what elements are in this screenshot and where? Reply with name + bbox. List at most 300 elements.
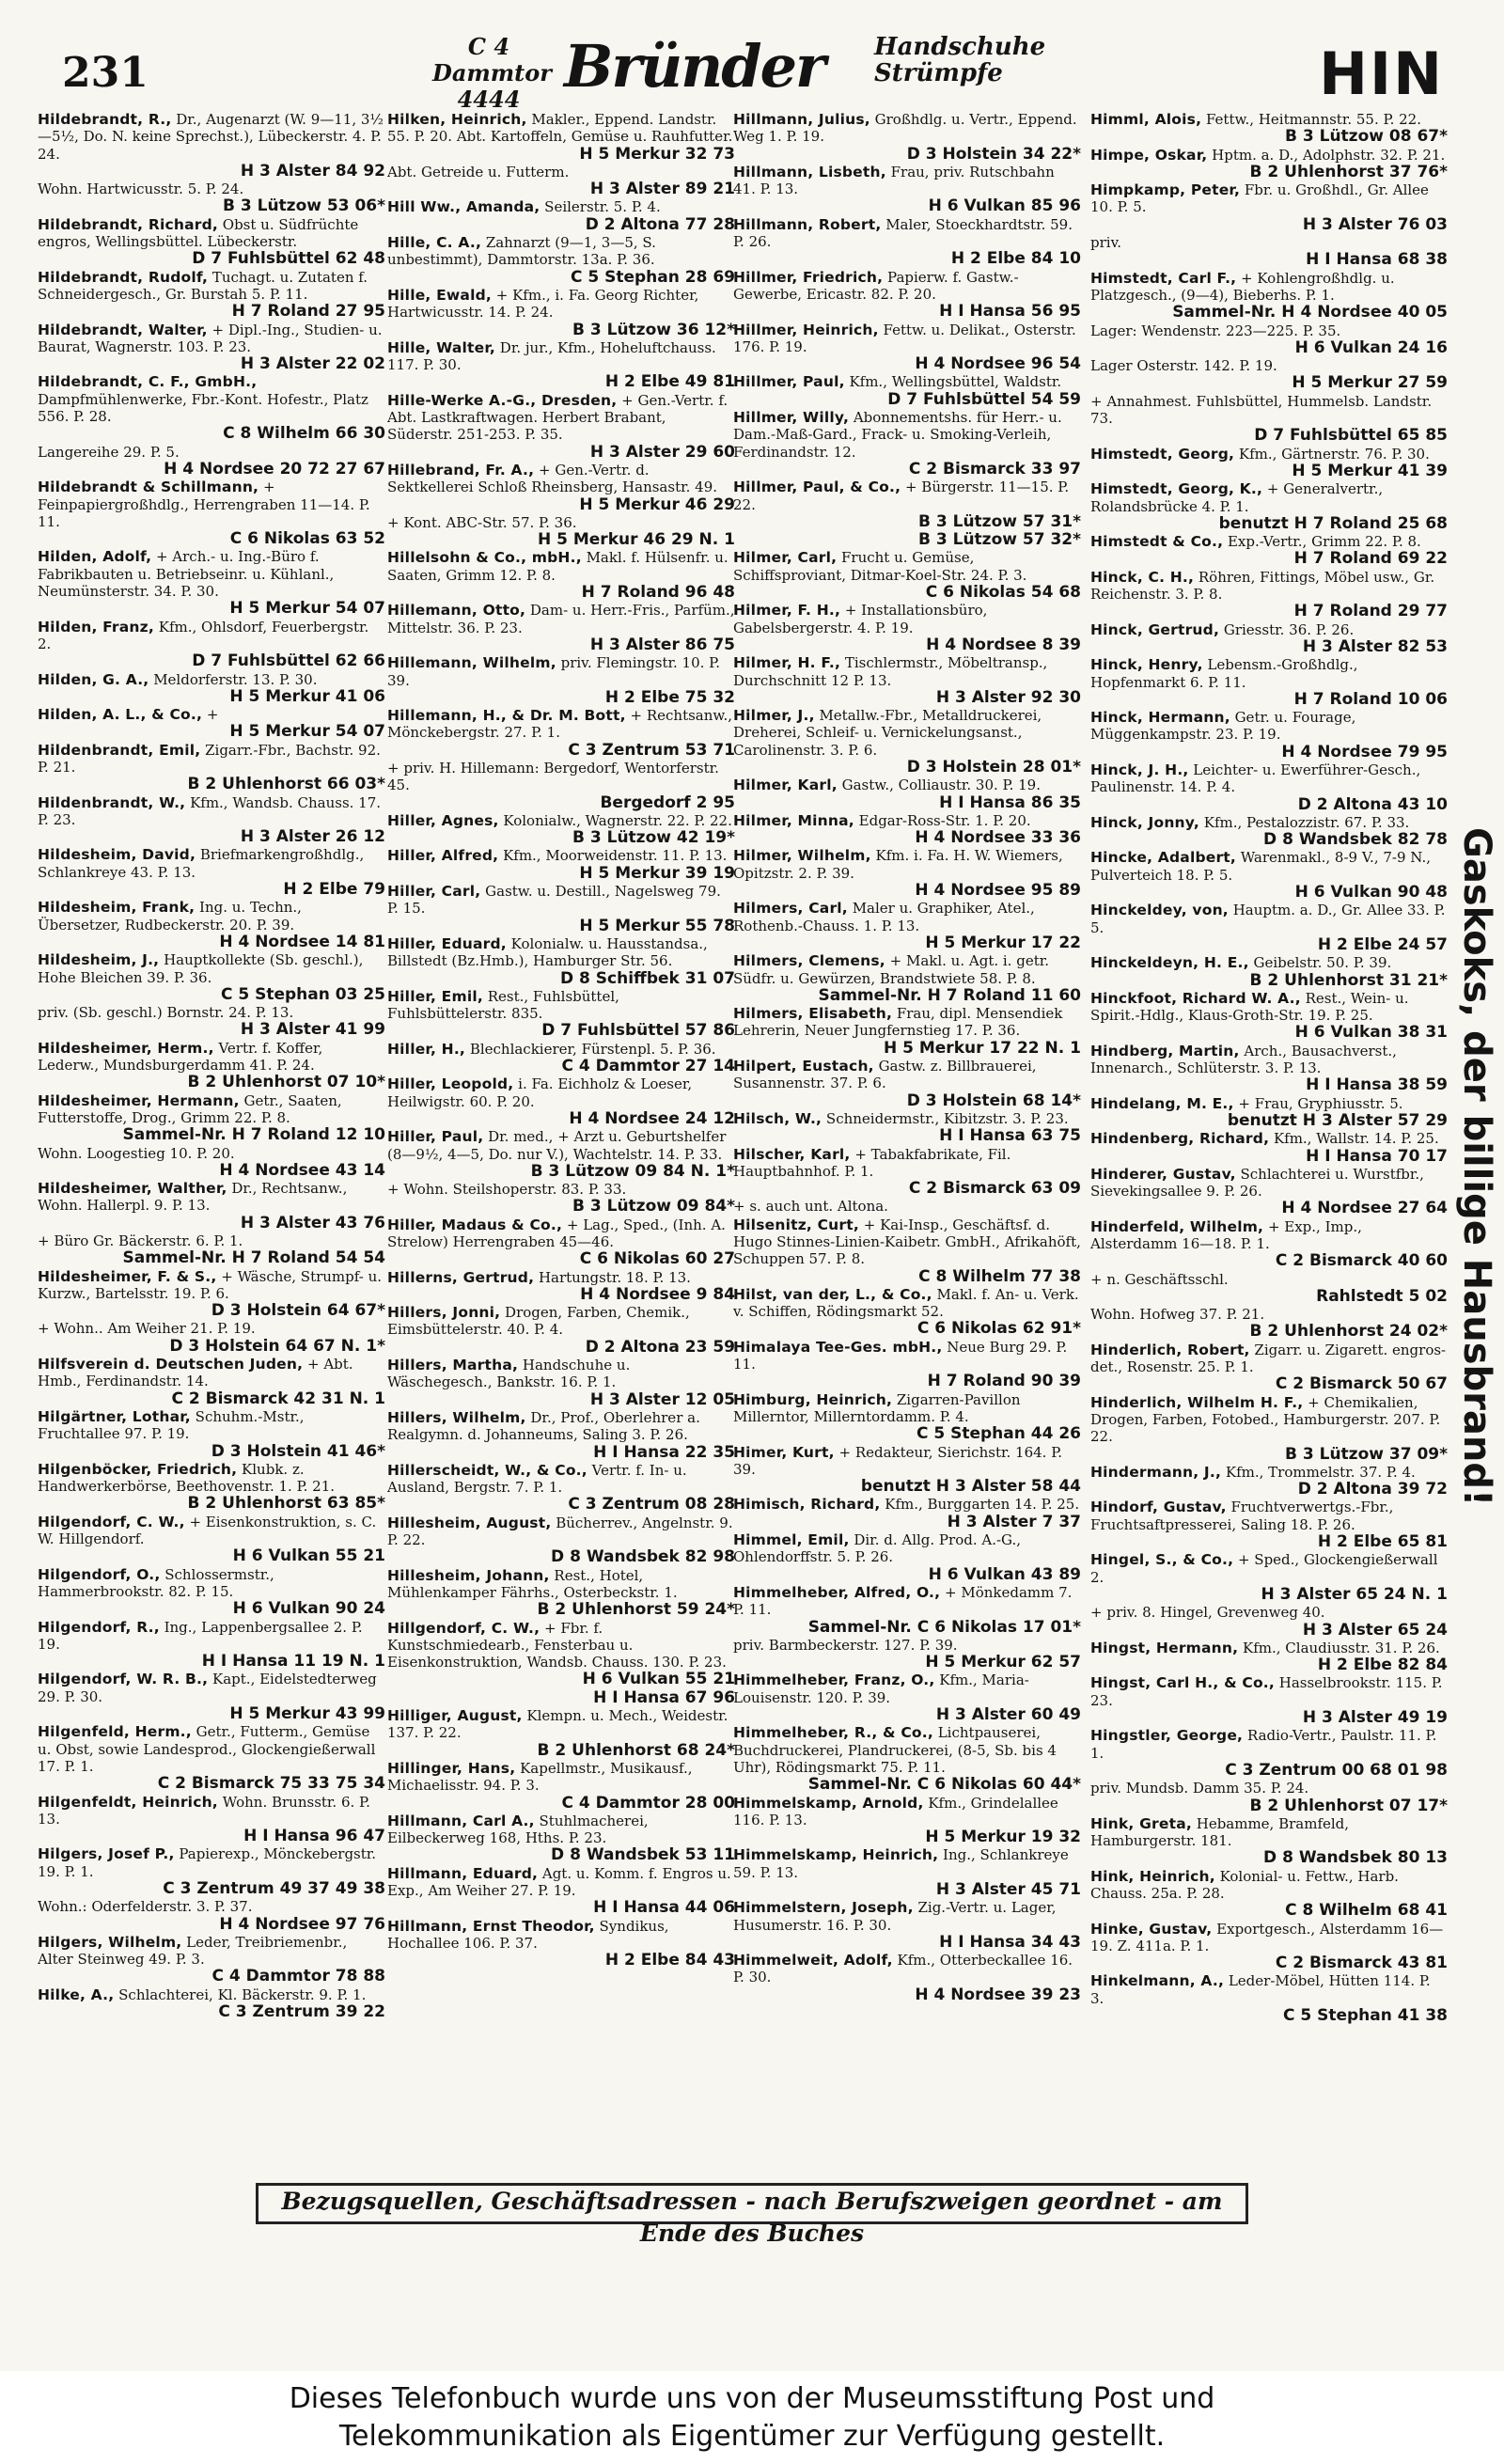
- entry-name: Hilgendorf, W. R. B.,: [38, 1671, 209, 1688]
- entry-phone: Rahlstedt 5 02: [1316, 1286, 1448, 1306]
- directory-entry: [733, 1146, 1081, 1198]
- entry-details: Getr. u. Fourage, Müggenkampstr. 23. P. 19.: [1090, 709, 1356, 744]
- directory-entry: [1090, 814, 1448, 849]
- directory-entry: [1090, 1166, 1448, 1217]
- directory-entry: [733, 479, 1081, 530]
- entry-details: Dampfmühlenwerke, Fbr.-Kont. Hofestr., Platz 556. P. 28.: [38, 390, 368, 426]
- entry-phone: H 2 Elbe 65 81: [1317, 1532, 1448, 1552]
- directory-entry: [387, 883, 735, 934]
- entry-name: Himisch, Richard,: [733, 1496, 881, 1514]
- entry-name: Hiller, Alfred,: [387, 847, 499, 865]
- entry-details: + Kfm., i. Fa. Georg Richter, Hartwicusstr. 14. P. 24.: [387, 286, 699, 322]
- directory-entry: [38, 1514, 385, 1565]
- entry-phone: H I Hansa 22 35: [593, 1442, 735, 1462]
- directory-entry: [387, 847, 735, 882]
- entry-phone: H I Hansa 67 96: [593, 1687, 735, 1707]
- directory-entry: [38, 1232, 385, 1267]
- entry-name: Hillesheim, August,: [387, 1514, 552, 1531]
- directory-entry: [1090, 1394, 1448, 1463]
- entry-phone: B 2 Uhlenhorst 37 76*: [1249, 162, 1448, 181]
- entry-name: Hillmer, Heinrich,: [733, 321, 879, 338]
- entry-name: Hillemann, H., & Dr. M. Bott,: [387, 707, 626, 725]
- directory-entry: [733, 111, 1081, 163]
- entry-name: Hilden, Franz,: [38, 618, 154, 636]
- entry-details: priv.: [1090, 234, 1122, 252]
- entry-phone: H 3 Alster 65 24: [1302, 1620, 1448, 1640]
- directory-entry: [387, 988, 735, 1040]
- entry-details: Frucht u. Gemüse, Schiffsproviant, Ditmar-Koel-Str. 24. P. 3.: [733, 549, 1027, 584]
- entry-details: + Eisenkonstruktion, s. C. W. Hillgendorf.: [38, 1513, 377, 1548]
- directory-entry: [387, 1128, 735, 1180]
- entry-phone: benutzt H 7 Roland 25 68: [1218, 513, 1448, 533]
- entry-phone: B 3 Lützow 09 84*: [572, 1197, 735, 1216]
- entry-details: + Makl. u. Agt. i. getr. Südfr. u. Gewürzen, Brandstwiete 58. P. 8.: [733, 952, 1050, 987]
- entry-details: Rest., Fuhlsbüttel, Fuhlsbüttelerstr. 835.: [387, 987, 619, 1023]
- entry-phone: D 2 Altona 39 72: [1297, 1480, 1448, 1499]
- entry-phone: D 8 Schiffbek 31 07: [560, 968, 735, 988]
- entry-phone: Bergedorf 2 95: [600, 793, 735, 812]
- entry-details: priv. (Sb. geschl.) Bornstr. 24. P. 13.: [38, 1004, 294, 1022]
- directory-entry: [387, 1865, 735, 1917]
- entry-details: Kfm., Trommelstr. 37. P. 4.: [1225, 1463, 1416, 1481]
- entry-details: Wohn. Hofweg 37. P. 21.: [1090, 1306, 1265, 1324]
- entry-name: Hinkelmann, A.,: [1090, 1972, 1225, 1990]
- entry-details: Lichtpauserei, Buchdruckerei, Plandruckerei, (8-5, Sb. bis 4 Uhr), Rödingsmarkt 75. P. 11.: [733, 1724, 1057, 1776]
- entry-details: Leder-Möbel, Hütten 114. P. 3.: [1090, 1972, 1431, 2007]
- entry-name: Himstedt, Georg, K.,: [1090, 480, 1263, 498]
- entry-phone: D 3 Holstein 34 22*: [906, 144, 1081, 164]
- entry-phone: H 5 Merkur 17 22: [925, 933, 1081, 952]
- entry-phone: D 8 Wandsbek 82 78: [1263, 830, 1448, 850]
- entry-phone: H 5 Merkur 62 57: [925, 1653, 1081, 1672]
- directory-entry: [1090, 181, 1448, 233]
- entry-phone: H 3 Alster 26 12: [240, 827, 385, 847]
- entry-phone: B 2 Uhlenhorst 07 10*: [187, 1073, 385, 1092]
- entry-details: Vertr. f. Koffer, Lederw., Mundsburgerdamm 41. P. 24.: [38, 1039, 323, 1075]
- entry-details: Radio-Vertr., Paulstr. 11. P. 1.: [1090, 1727, 1437, 1762]
- entry-phone: H 2 Elbe 82 84: [1317, 1656, 1448, 1675]
- directory-entry: [38, 373, 385, 442]
- entry-name: Hillers, Jonni,: [387, 1304, 501, 1322]
- entry-phone: H 3 Alster 84 92: [240, 161, 385, 180]
- entry-name: Hinckeldey, von,: [1090, 902, 1229, 919]
- directory-entry: [387, 1304, 735, 1356]
- entry-phone: H 5 Merkur 27 59: [1292, 373, 1448, 393]
- directory-entry: [733, 654, 1081, 706]
- entry-name: Himalaya Tee-Ges. mbH.,: [733, 1338, 943, 1356]
- directory-entry: [733, 1795, 1081, 1846]
- entry-name: Hilmer, F. H.,: [733, 602, 841, 620]
- entry-details: Hauptkollekte (Sb. geschl.), Hohe Bleichen 39. P. 36.: [38, 951, 364, 986]
- entry-details: Langereihe 29. P. 5.: [38, 443, 180, 461]
- entry-details: Kfm., Pestalozzistr. 67. P. 33.: [1203, 813, 1410, 831]
- entry-phone: H 6 Vulkan 90 48: [1294, 883, 1448, 902]
- entry-details: + Kai-Insp., Geschäftsf. d. Hugo Stinnes-Linien-Kaibetr. GmbH., Afrikahöft, Schuppen 57. P. 8.: [733, 1216, 1081, 1268]
- directory-entry: [733, 1444, 1081, 1496]
- entry-phone: H I Hansa 86 35: [939, 793, 1081, 812]
- entry-name: Hilden, A. L., & Co.,: [38, 706, 203, 724]
- entry-phone: H 3 Alster 60 49: [935, 1705, 1081, 1725]
- directory-entry: [38, 1092, 385, 1144]
- entry-name: Hilgers, Wilhelm,: [38, 1933, 182, 1951]
- entry-details: Zigarr.-Fbr., Bachstr. 92. P. 21.: [38, 741, 381, 776]
- directory-entry: [1090, 393, 1448, 445]
- entry-details: Kolonial- u. Fettw., Harb. Chauss. 25a. P. 28.: [1090, 1867, 1399, 1902]
- entry-name: Hindermann, J.,: [1090, 1463, 1222, 1481]
- entry-phone: H 2 Elbe 84 10: [950, 249, 1081, 269]
- entry-phone: H 2 Elbe 24 57: [1317, 934, 1448, 954]
- directory-entry: [387, 1075, 735, 1127]
- directory-column-2: [387, 111, 735, 2146]
- entry-name: Himer, Kurt,: [733, 1443, 835, 1461]
- entry-phone: B 3 Lützow 08 67*: [1284, 127, 1448, 147]
- directory-entry: [38, 1180, 385, 1232]
- entry-phone: D 7 Fuhlsbüttel 54 59: [887, 389, 1081, 409]
- entry-details: Abonnementshs. für Herr.- u. Dam.-Maß-Gard., Frack- u. Smoking-Verleih, Ferdinandstr. 12.: [733, 409, 1062, 461]
- entry-details: Kapt., Eidelstedterweg 29. P. 30.: [38, 1671, 377, 1705]
- directory-entry: [1090, 902, 1448, 953]
- entry-details: Kfm., Wandsb. Chauss. 17. P. 23.: [38, 793, 382, 828]
- directory-entry: [38, 742, 385, 793]
- entry-details: + Rechtsanw., Mönckebergstr. 27. P. 1.: [387, 707, 732, 742]
- side-advertisement: [1449, 827, 1504, 1507]
- entry-phone: H 4 Nordsee 9 84: [580, 1284, 735, 1304]
- directory-column-4: [1090, 111, 1448, 2146]
- entry-details: Kapellmstr., Musikausf., Michaelisstr. 94. P. 3.: [387, 1759, 693, 1795]
- entry-details: Großhdlg. u. Vertr., Eppend. Weg 1. P. 19.: [733, 111, 1077, 146]
- directory-entry: [38, 1671, 385, 1722]
- entry-name: Hinke, Gustav,: [1090, 1920, 1213, 1938]
- entry-details: Klubk. z. Handwerkerbörse, Beethovenstr. 1. P. 21.: [38, 1460, 336, 1496]
- entry-details: + Bürgerstr. 11—15. P. 22.: [733, 479, 1070, 513]
- directory-entry: [1090, 357, 1448, 392]
- entry-phone: H 6 Vulkan 85 96: [928, 196, 1081, 216]
- entry-details: Edgar-Ross-Str. 1. P. 20.: [858, 811, 1031, 829]
- entry-details: Lager: Wendenstr. 223—225. P. 35.: [1090, 322, 1341, 339]
- entry-phone: H 5 Merkur 32 73: [579, 144, 735, 164]
- entry-details: Kfm. i. Fa. H. W. Wiemers, Opitzstr. 2. P. 39.: [733, 847, 1063, 882]
- entry-name: Hildesheimer, Hermann,: [38, 1091, 240, 1109]
- entry-phone: H 4 Nordsee 96 54: [915, 354, 1081, 374]
- entry-details: i. Fa. Eichholz & Loeser, Heilwigstr. 60. P. 20.: [387, 1075, 693, 1110]
- entry-details: Leichter- u. Ewerführer-Gesch., Paulinenstr. 14. P. 4.: [1090, 761, 1421, 796]
- entry-phone: H I Hansa 96 47: [243, 1827, 385, 1846]
- entry-details: Maler u. Graphiker, Atel., Rothenb.-Chauss. 1. P. 13.: [733, 900, 1035, 934]
- entry-phone: H 6 Vulkan 90 24: [232, 1599, 385, 1619]
- entry-name: Hiller, Madaus & Co.,: [387, 1216, 563, 1233]
- directory-entry: [1090, 1815, 1448, 1867]
- entry-details: Dir. d. Allg. Prod. A.-G., Ohlendorffstr. 5. P. 26.: [733, 1531, 1022, 1566]
- entry-phone: H I Hansa 70 17: [1306, 1146, 1448, 1166]
- directory-entry: [733, 1339, 1081, 1390]
- entry-details: Geibelstr. 50. P. 39.: [1253, 954, 1392, 972]
- entry-name: Hinck, C. H.,: [1090, 568, 1195, 586]
- directory-entry: [38, 794, 385, 846]
- entry-name: Hillelsohn & Co., mbH.,: [387, 549, 582, 567]
- entry-name: Himmelheber, Franz, O.,: [733, 1671, 935, 1689]
- entry-name: Hindorf, Gustav,: [1090, 1499, 1227, 1516]
- directory-entry: [733, 1637, 1081, 1671]
- entry-phone: B 2 Uhlenhorst 68 24*: [537, 1740, 735, 1760]
- entry-name: Hingstler, George,: [1090, 1727, 1244, 1745]
- entry-phone: C 8 Wilhelm 77 38: [918, 1266, 1081, 1286]
- entry-phone: C 5 Stephan 03 25: [220, 984, 385, 1004]
- entry-details: Dr. jur., Kfm., Hoheluftchauss. 117. P. 30.: [387, 338, 716, 374]
- directory-entry: [1090, 1972, 1448, 2024]
- directory-entry: [38, 1723, 385, 1792]
- directory-entry: [733, 373, 1081, 408]
- entry-phone: H I Hansa 63 75: [939, 1126, 1081, 1146]
- entry-phone: B 3 Lützow 09 84 N. 1*: [530, 1161, 735, 1181]
- directory-entry: [733, 1496, 1081, 1530]
- entry-phone: H 2 Elbe 79: [283, 880, 385, 900]
- entry-details: Meldorferstr. 13. P. 30.: [153, 670, 318, 688]
- entry-name: Hinck, Hermann,: [1090, 709, 1230, 727]
- directory-entry: [1090, 1306, 1448, 1341]
- entry-name: Hinderlich, Wilhelm H. F.,: [1090, 1393, 1304, 1411]
- entry-phone: H 2 Elbe 49 81: [604, 372, 735, 392]
- entry-phone: H 3 Alster 22 02: [240, 354, 385, 374]
- entry-phone: benutzt H 3 Alster 57 29: [1227, 1110, 1448, 1130]
- entry-phone: B 2 Uhlenhorst 66 03*: [187, 775, 385, 794]
- directory-entry: [1090, 1271, 1448, 1306]
- entry-phone: H I Hansa 56 95: [939, 302, 1081, 322]
- entry-name: Himpkamp, Peter,: [1090, 181, 1241, 199]
- entry-phone: H 7 Roland 29 77: [1293, 602, 1448, 621]
- entry-name: Hilken, Heinrich,: [387, 111, 527, 128]
- directory-entry: [1090, 1218, 1448, 1270]
- entry-name: Hilgendorf, R.,: [38, 1618, 160, 1636]
- entry-name: Hingel, S., & Co.,: [1090, 1551, 1234, 1569]
- entry-details: + Chemikalien, Drogen, Farben, Fotobed., Hamburgerstr. 207. P. 22.: [1090, 1393, 1441, 1446]
- entry-name: Hillgendorf, C. W.,: [387, 1619, 540, 1637]
- entry-name: Hildesheim, J.,: [38, 951, 160, 969]
- entry-details: Syndikus, Hochallee 106. P. 37.: [387, 1917, 669, 1952]
- ad-products-line1: Handschuhe: [874, 33, 1046, 61]
- entry-phone: H 4 Nordsee 39 23: [915, 1985, 1081, 2004]
- entry-phone: C 3 Zentrum 49 37 49 38: [163, 1878, 385, 1898]
- directory-column-3: [733, 111, 1081, 2146]
- entry-name: Hillesheim, Johann,: [387, 1566, 550, 1584]
- directory-entry: [1090, 621, 1448, 656]
- entry-name: Himpe, Oskar,: [1090, 146, 1208, 164]
- entry-phone: H 3 Alster 65 24 N. 1: [1261, 1584, 1448, 1604]
- entry-name: Himmelweit, Adolf,: [733, 1952, 893, 1970]
- entry-phone: H 3 Alster 76 03: [1302, 214, 1448, 234]
- entry-phone: C 4 Dammtor 27 14: [561, 1057, 735, 1076]
- entry-name: Hilgendorf, C. W.,: [38, 1513, 185, 1530]
- entry-phone: H 4 Nordsee 95 89: [915, 881, 1081, 901]
- entry-name: Hillerscheidt, W., & Co.,: [387, 1461, 588, 1479]
- directory-entry: [1090, 954, 1448, 989]
- entry-phone: B 2 Uhlenhorst 31 21*: [1249, 970, 1448, 990]
- directory-entry: [387, 287, 735, 338]
- entry-phone: C 2 Bismarck 40 60: [1275, 1251, 1448, 1271]
- entry-details: Metallw.-Fbr., Metalldruckerei, Dreherei, Schleif- u. Vernickelungsanst., Carolinenstr. 3. P. 6.: [733, 707, 1042, 759]
- entry-name: Himburg, Heinrich,: [733, 1390, 893, 1408]
- entry-details: Lebensm.-Großhdlg., Hopfenmarkt 6. P. 11.: [1090, 656, 1358, 691]
- entry-details: + Arch.- u. Ing.-Büro f. Fabrikbauten u. Betriebseinr. u. Kühlanl., Neumünsterstr. 34. P. 30.: [38, 548, 335, 601]
- directory-entry: [387, 1567, 735, 1619]
- entry-phone: H 3 Alster 7 37: [947, 1512, 1081, 1531]
- directory-entry: [387, 1760, 735, 1812]
- entry-name: Hilmer, Carl,: [733, 549, 838, 567]
- entry-name: Hillinger, Hans,: [387, 1759, 516, 1777]
- entry-name: Hillebrand, Fr. A.,: [387, 461, 535, 479]
- entry-phone: H 7 Roland 10 06: [1293, 689, 1448, 709]
- directory-entry: [1090, 147, 1448, 181]
- directory-entry: [733, 1216, 1081, 1285]
- entry-phone: H 3 Alster 12 05: [589, 1389, 735, 1409]
- directory-entry: [1090, 480, 1448, 532]
- entry-phone: C 6 Nikolas 54 68: [925, 583, 1081, 603]
- entry-phone: D 8 Wandsbek 53 11: [551, 1845, 735, 1865]
- entry-phone: benutzt H 3 Alster 58 44: [860, 1477, 1081, 1497]
- directory-entry: [38, 1408, 385, 1460]
- entry-name: Hillmann, Ernst Theodor,: [387, 1917, 595, 1935]
- directory-entry: [1090, 1674, 1448, 1726]
- entry-phone: C 3 Zentrum 00 68 01 98: [1225, 1760, 1448, 1780]
- directory-entry: [733, 1198, 1081, 1215]
- entry-phone: H 4 Nordsee 27 64: [1281, 1199, 1448, 1218]
- entry-name: Hinck, Henry,: [1090, 656, 1203, 674]
- entry-details: + Sped., Glockengießerwall 2.: [1090, 1551, 1438, 1586]
- directory-entry: [387, 1409, 735, 1461]
- museum-caption: [0, 2375, 1504, 2464]
- directory-entry: [387, 760, 735, 811]
- footer-note-text: Bezugsquellen, Geschäftsadressen - nach Berufszweigen geordnet - am Ende des Buches: [281, 2188, 1223, 2247]
- directory-entry: [733, 1391, 1081, 1443]
- entry-details: Dr., Prof., Oberlehrer a. Realgymn. d. Johanneums, Saling 3. P. 26.: [387, 1408, 700, 1444]
- entry-details: Hauptm. a. D., Gr. Allee 33. P. 5.: [1090, 902, 1446, 936]
- entry-details: Kfm., Moorweidenstr. 11. P. 13.: [503, 847, 728, 865]
- directory-entry: [38, 1619, 385, 1671]
- entry-name: Hildebrandt, R.,: [38, 111, 172, 128]
- entry-phone: H 5 Merkur 17 22 N. 1: [883, 1038, 1081, 1058]
- entry-details: Getr., Futterm., Gemüse u. Obst, sowie Landesprod., Glockengießerwall 17. P. 1.: [38, 1723, 376, 1775]
- entry-details: Arch., Bausachverst., Innenarch., Schlüterstr. 3. P. 13.: [1090, 1042, 1397, 1077]
- entry-name: Hink, Heinrich,: [1090, 1867, 1215, 1885]
- entry-phone: H 3 Alster 43 76: [240, 1213, 385, 1232]
- directory-entry: [387, 462, 735, 513]
- entry-phone: D 2 Altona 23 59: [585, 1337, 735, 1357]
- entry-name: Himmelskamp, Arnold,: [733, 1794, 924, 1812]
- entry-phone: H I Hansa 44 06: [593, 1898, 735, 1918]
- entry-details: + priv. 8. Hingel, Grevenweg 40.: [1090, 1604, 1325, 1622]
- entry-phone: H 3 Alster 89 21: [589, 180, 735, 199]
- entry-details: + Exp., Imp., Alsterdamm 16—18. P. 1.: [1090, 1217, 1362, 1252]
- entry-name: Hilgenfeldt, Heinrich,: [38, 1793, 218, 1811]
- entry-phone: C 4 Dammtor 28 00: [561, 1793, 735, 1813]
- entry-details: Obst u. Südfrüchte engros, Wellingsbüttel. Lübeckerstr.: [38, 215, 359, 251]
- entry-details: Dr. med., + Arzt u. Geburtshelfer (8—9½, 4—5, Do. nur V.), Wachtelstr. 14. P. 33.: [387, 1128, 727, 1163]
- directory-entry: [387, 1918, 735, 1970]
- directory-entry: [38, 846, 385, 898]
- directory-entry: [1090, 1780, 1448, 1814]
- directory-entry: [1090, 1551, 1448, 1603]
- entry-name: Hillers, Wilhelm,: [387, 1408, 526, 1426]
- directory-entry: [733, 409, 1081, 478]
- entry-details: Kfm., Ohlsdorf, Feuerbergstr. 2.: [38, 618, 369, 652]
- entry-phone: Sammel-Nr. C 6 Nikolas 60 44*: [807, 1775, 1081, 1795]
- entry-details: Frau, priv. Rutschbahn 41. P. 13.: [733, 163, 1055, 198]
- directory-entry: [38, 1898, 385, 1933]
- entry-name: Hindelang, M. E.,: [1090, 1094, 1234, 1112]
- entry-details: + Redakteur, Sierichstr. 164. P. 39.: [733, 1443, 1063, 1478]
- entry-phone: H 5 Merkur 55 78: [579, 916, 735, 935]
- entry-details: Seilerstr. 5. P. 4.: [544, 198, 661, 216]
- entry-details: + Annahmest. Fuhlsbüttel, Hummelsb. Landstr. 73.: [1090, 392, 1433, 428]
- directory-entry: [1090, 761, 1448, 813]
- directory-entry: [387, 111, 735, 163]
- entry-details: + Lag., Sped., (Inh. A. Strelow) Herrengraben 45—46.: [387, 1216, 726, 1250]
- entry-name: Hilgenfeld, Herm.,: [38, 1723, 192, 1741]
- entry-details: Ing. u. Techn., Übersetzer, Rudbeckerstr. 20. P. 39.: [38, 899, 302, 934]
- directory-entry: [733, 164, 1081, 215]
- entry-name: Hilliger, August,: [387, 1707, 523, 1725]
- entry-details: Rest., Wein- u. Spirit.-Hdlg., Klaus-Groth-Str. 19. P. 25.: [1090, 989, 1409, 1025]
- entry-details: Abt. Getreide u. Futterm.: [387, 163, 570, 180]
- directory-entry: [733, 952, 1081, 1004]
- entry-details: Agt. u. Komm. f. Engros u. Exp., Am Weiher 27. P. 19.: [387, 1864, 731, 1899]
- entry-details: Hebamme, Bramfeld, Hamburgerstr. 181.: [1090, 1814, 1350, 1850]
- caption-line-1: Dieses Telefonbuch wurde uns von der Museumsstiftung Post und: [289, 2382, 1215, 2415]
- entry-details: Vertr. f. In- u. Ausland, Bergstr. 7. P. 1.: [387, 1461, 687, 1497]
- entry-phone: D 8 Wandsbek 82 98: [551, 1547, 735, 1567]
- entry-details: Hartungstr. 18. P. 13.: [538, 1268, 691, 1286]
- entry-details: Fettw., Heitmannstr. 55. P. 22.: [1205, 111, 1421, 128]
- directory-entry: [38, 1845, 385, 1897]
- entry-details: Rest., Hotel, Mühlenkamper Fährhs., Osterbeckstr. 1.: [387, 1566, 678, 1601]
- entry-details: Makl. f. An- u. Verk. v. Schiffen, Rödingsmarkt 52.: [733, 1285, 1079, 1321]
- entry-name: Hiller, Agnes,: [387, 811, 499, 829]
- entry-phone: B 3 Lützow 42 19*: [572, 828, 735, 848]
- directory-entry: [387, 392, 735, 461]
- entry-phone: H 4 Nordsee 79 95: [1281, 742, 1448, 761]
- entry-name: Hill Ww., Amanda,: [387, 198, 540, 216]
- directory-entry: [733, 1724, 1081, 1793]
- entry-phone: H 5 Merkur 46 29 N. 1: [537, 530, 735, 550]
- entry-details: Wohn. Brunsstr. 6. P. 13.: [38, 1793, 370, 1828]
- entry-phone: H 2 Elbe 75 32: [604, 687, 735, 707]
- entry-phone: B 2 Uhlenhorst 59 24*: [537, 1600, 735, 1620]
- entry-name: Himml, Alois,: [1090, 111, 1202, 128]
- entry-details: + Wohn. Steilshoperstr. 83. P. 33.: [387, 1181, 627, 1199]
- entry-details: Schlachterei, Kl. Bäckerstr. 9. P. 1.: [118, 1985, 367, 2003]
- entry-details: +: [206, 706, 219, 724]
- page-header: [28, 21, 1476, 113]
- entry-details: Dr., Augenarzt (W. 9—11, 3½—5½, Do. N. keine Sprechst.), Lübeckerstr. 4. P. 24.: [38, 111, 384, 163]
- directory-entry: [1090, 1043, 1448, 1094]
- entry-details: Blechlackierer, Fürstenpl. 5. P. 36.: [469, 1040, 716, 1058]
- entry-details: Kfm., Grindelallee 116. P. 13.: [733, 1794, 1058, 1828]
- entry-name: Hilsch, W.,: [733, 1109, 822, 1127]
- entry-name: Hildebrandt, Walter,: [38, 321, 208, 338]
- directory-entry: [38, 444, 385, 479]
- entry-phone: D 3 Holstein 64 67 N. 1*: [169, 1336, 385, 1356]
- entry-details: + n. Geschäftsschl.: [1090, 1270, 1229, 1288]
- directory-entry: [733, 1899, 1081, 1951]
- entry-name: Hinckfoot, Richard W. A.,: [1090, 989, 1301, 1007]
- section-heading: HIN: [1319, 39, 1444, 108]
- directory-entry: [387, 935, 735, 987]
- entry-details: Wohn.: Oderfelderstr. 3. P. 37.: [38, 1898, 253, 1916]
- entry-name: Hilgendorf, O.,: [38, 1565, 161, 1583]
- directory-entry: [38, 619, 385, 670]
- directory-entry: [387, 1216, 735, 1268]
- directory-entry: [733, 1286, 1081, 1338]
- entry-name: Himmelheber, Alfred, O.,: [733, 1583, 941, 1601]
